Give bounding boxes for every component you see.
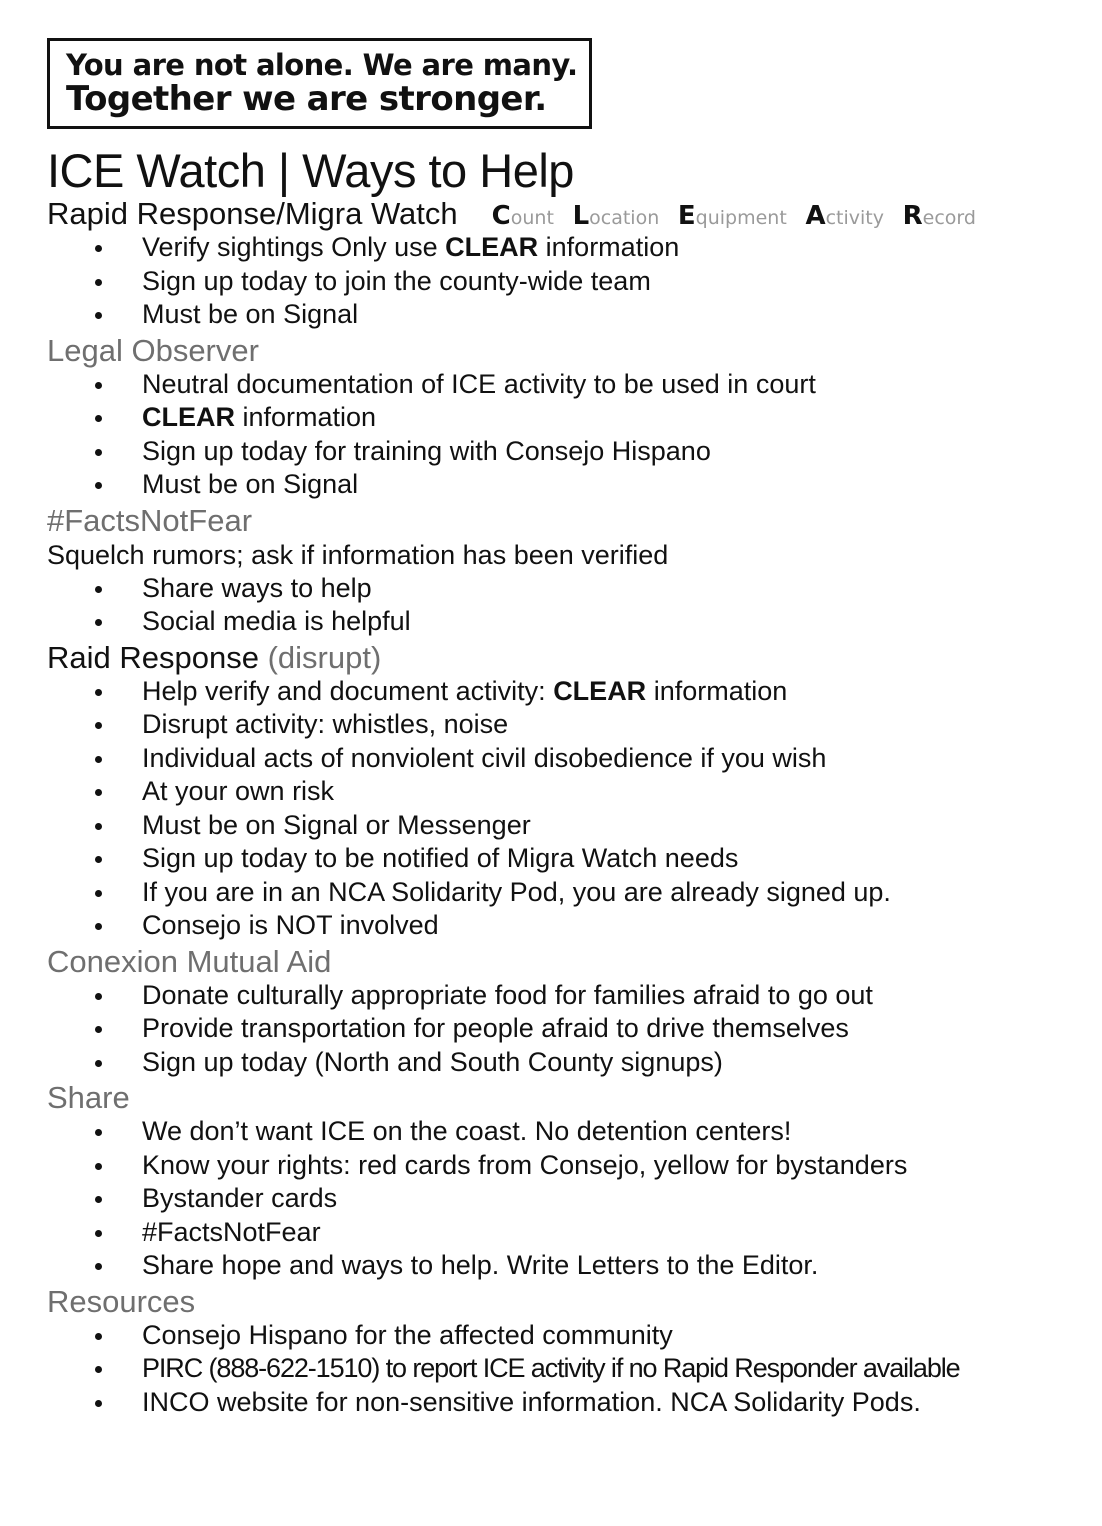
list-item [47,1046,1087,1080]
section-heading-share: Share [47,1080,130,1115]
item-bold-text: CLEAR [445,232,539,262]
list-item [47,842,1087,876]
share-list [47,1115,1087,1283]
item-text: information [646,675,788,706]
bullet-icon [95,689,102,696]
bullet-icon [95,993,102,1000]
list-item [47,1249,1087,1283]
acronym-letter: C [491,201,511,231]
facts-intro: Squelch rumors; ask if information has been verified [47,539,669,570]
item-text: Neutral documentation of ICE activity to be used in court [142,368,816,399]
slogan-box [47,38,592,129]
list-item [47,1352,1087,1386]
list-item [47,1182,1087,1216]
bullet-icon [95,1196,102,1203]
section-heading-legal-observer: Legal Observer [47,332,259,368]
bullet-icon [95,1060,102,1067]
list-item [47,468,1087,502]
bullet-icon [95,382,102,389]
acronym-word: ctivity [825,207,884,229]
item-text: Consejo Hispano for the affected community [142,1319,673,1350]
bullet-icon [95,856,102,863]
list-item [47,605,1087,639]
list-item [47,1115,1087,1149]
item-text: INCO website for non-sensitive information. NCA Solidarity Pods. [142,1386,921,1417]
item-text: Donate culturally appropriate food for families afraid to go out [142,979,873,1010]
page-title: ICE Watch | Ways to Help [47,144,574,197]
item-text: Sign up today to be notified of Migra Watch needs [142,843,739,873]
list-item [47,675,1087,709]
item-text: Must be on Signal or Messenger [142,809,531,840]
bullet-icon [95,586,102,593]
list-item [47,298,1087,332]
bullet-icon [95,1129,102,1136]
item-text: We don’t want ICE on the coast. No detention centers! [142,1116,792,1146]
item-text: Individual acts of nonviolent civil disobedience if you wish [142,742,827,773]
slogan-line-1: You are not alone. We are many. [66,48,578,82]
list-item [47,401,1087,435]
acronym-word: ecord [922,207,976,229]
bullet-icon [95,245,102,252]
list-item [47,1012,1087,1046]
raid-response-list [47,675,1087,943]
item-text: information [235,402,377,432]
bullet-icon [95,449,102,456]
conexion-list [47,979,1087,1080]
bullet-icon [95,890,102,897]
item-text: Share ways to help [142,572,372,603]
item-text: Must be on Signal [142,469,359,499]
bullet-icon [95,1400,102,1407]
bullet-icon [95,482,102,489]
section-heading-facts-not-fear: #FactsNotFear [47,502,253,538]
list-item [47,231,1087,265]
bullet-icon [95,1230,102,1237]
bullet-icon [95,619,102,626]
item-text: information [538,232,680,262]
section-heading-resources: Resources [47,1283,196,1319]
rapid-response-list [47,231,1087,332]
raid-heading-text: Raid Response [47,639,259,675]
item-text: Provide transportation for people afraid to drive themselves [142,1013,849,1043]
item-bold-text: CLEAR [553,675,647,706]
list-item [47,572,1087,606]
acronym-letter: L [572,201,590,231]
list-item [47,876,1087,910]
item-text: Know your rights: red cards from Consejo, yellow for bystanders [142,1149,908,1180]
item-bold-text: CLEAR [142,402,235,432]
acronym-letter: E [677,201,696,231]
bullet-icon [95,1026,102,1033]
item-text: Disrupt activity: whistles, noise [142,709,509,739]
facts-list [47,572,1087,639]
bullet-icon [95,279,102,286]
acronym-word: quipment [695,207,787,229]
acronym-letter: A [805,201,826,231]
list-item [47,1319,1087,1353]
item-text: Must be on Signal [142,299,359,329]
bullet-icon [95,415,102,422]
list-item [47,979,1087,1013]
list-item [47,368,1087,402]
item-text: #FactsNotFear [142,1216,321,1247]
slogan-line-2: Together we are stronger. [66,79,547,119]
list-item [47,742,1087,776]
list-item [47,775,1087,809]
section-heading-raid-response [47,641,1087,675]
acronym-word: ount [510,207,554,229]
bullet-icon [95,1366,102,1373]
legal-observer-list [47,368,1087,502]
item-text: Share hope and ways to help. Write Letters to the Editor. [142,1250,819,1280]
item-text: Sign up today for training with Consejo Hispano [142,435,711,466]
item-text: Verify sightings Only use [142,232,446,262]
list-item [47,809,1087,843]
bullet-icon [95,312,102,319]
item-text: Consejo is NOT involved [142,910,439,940]
bullet-icon [95,823,102,830]
rapid-response-heading-row [47,197,1087,231]
raid-heading-suffix: (disrupt) [258,639,382,675]
section-heading-rapid-response: Rapid Response/Migra Watch [47,196,458,231]
clear-acronym [492,201,987,231]
item-text: At your own risk [142,776,335,806]
item-text: Help verify and document activity: [142,675,554,706]
bullet-icon [95,789,102,796]
bullet-icon [95,722,102,729]
item-text: If you are in an NCA Solidarity Pod, you are already signed up. [142,876,891,907]
list-item [47,265,1087,299]
acronym-word: ocation [589,207,660,229]
list-item [47,1386,1087,1420]
bullet-icon [95,1333,102,1340]
item-text: Bystander cards [142,1183,338,1213]
section-heading-conexion-mutual-aid: Conexion Mutual Aid [47,943,332,979]
list-item [47,708,1087,742]
list-item [47,909,1087,943]
resources-list [47,1319,1087,1420]
list-item [47,1216,1087,1250]
flyer [47,38,1087,1421]
item-text: Sign up today to join the county-wide team [142,265,651,296]
item-text: Sign up today (North and South County signups) [142,1046,723,1077]
list-item [47,1149,1087,1183]
bullet-icon [95,756,102,763]
item-text: PIRC (888-622-1510) to report ICE activity if no Rapid Responder available [142,1353,960,1383]
item-text: Social media is helpful [142,606,411,636]
acronym-letter: R [902,201,923,231]
list-item [47,435,1087,469]
bullet-icon [95,1263,102,1270]
bullet-icon [95,923,102,930]
bullet-icon [95,1163,102,1170]
